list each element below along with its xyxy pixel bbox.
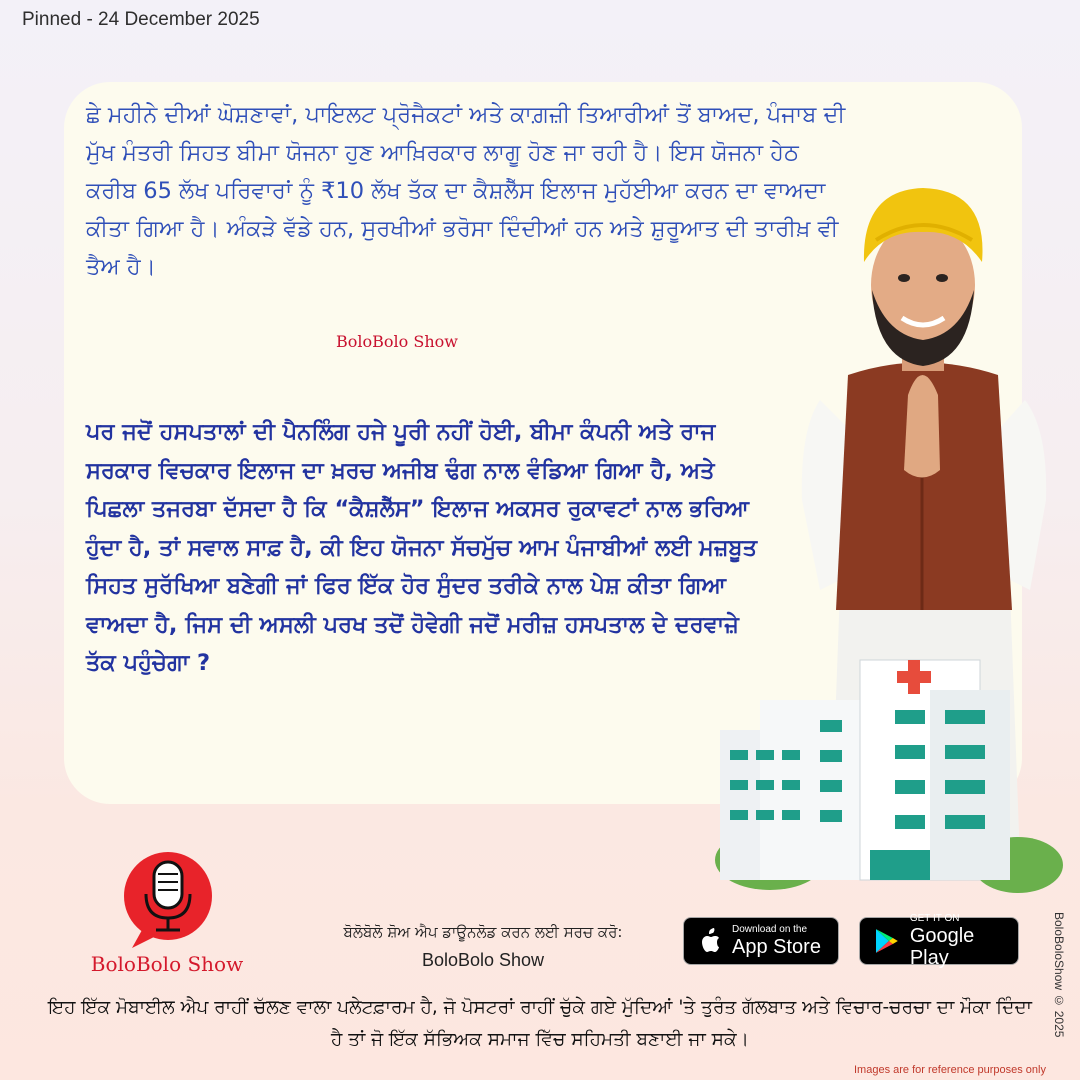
- hospital-illustration: [700, 620, 1070, 900]
- article-paragraph-1: ਛੇ ਮਹੀਨੇ ਦੀਆਂ ਘੋਸ਼ਣਾਵਾਂ, ਪਾਇਲਟ ਪ੍ਰੋਜੈਕਟਾਂ ਅਤੇ ਕਾਗ਼ਜ਼ੀ ਤਿਆਰੀਆਂ ਤੋਂ ਬਾਅਦ, ਪੰਜਾਬ ਦੀ ਮੁੱਖ ਮੰਤਰੀ ਸਿਹਤ ਬੀਮਾ ਯੋਜਨਾ ਹੁਣ ਆਖ਼ਿਰਕਾਰ ਲਾਗੂ ਹੋਣ ਜਾ ਰਹੀ ਹੈ। ਇਸ ਯੋਜਨਾ ਹੇਠ ਕਰੀਬ 65 ਲੱਖ ਪਰਿਵਾਰਾਂ ਨੂੰ ₹10 ਲੱਖ ਤੱਕ ਦਾ ਕੈਸ਼ਲੈੱਸ ਇਲਾਜ ਮੁਹੱਈਆ ਕਰਨ ਦਾ ਵਾਅਦਾ ਕੀਤਾ ਗਿਆ ਹੈ। ਅੰਕੜੇ ਵੱਡੇ ਹਨ, ਸੁਰਖੀਆਂ ਭਰੋਸਾ ਦਿੰਦੀਆਂ ਹਨ ਅਤੇ ਸ਼ੁਰੂਆਤ ਦੀ ਤਾਰੀਖ਼ ਵੀ ਤੈਅ ਹੈ।: [86, 102, 846, 280]
- app-store-small-label: Download on the: [732, 924, 808, 935]
- microphone-icon: [122, 850, 214, 950]
- article-paragraph-2: ਪਰ ਜਦੋਂ ਹਸਪਤਾਲਾਂ ਦੀ ਪੈਨਲਿੰਗ ਹਜੇ ਪੂਰੀ ਨਹੀਂ ਹੋਈ, ਬੀਮਾ ਕੰਪਨੀ ਅਤੇ ਰਾਜ ਸਰਕਾਰ ਵਿਚਕਾਰ ਇਲਾਜ ਦਾ ਖ਼ਰਚ ਅਜੀਬ ਢੰਗ ਨਾਲ ਵੰਡਿਆ ਗਿਆ ਹੈ, ਅਤੇ ਪਿਛਲਾ ਤਜਰਬਾ ਦੱਸਦਾ ਹੈ ਕਿ “ਕੈਸ਼ਲੈੱਸ” ਇਲਾਜ ਅਕਸਰ ਰੁਕਾਵਟਾਂ ਨਾਲ ਭਰਿਆ ਹੁੰਦਾ ਹੈ, ਤਾਂ ਸਵਾਲ ਸਾਫ਼ ਹੈ, ਕੀ ਇਹ ਯੋਜਨਾ ਸੱਚਮੁੱਚ ਆਮ ਪੰਜਾਬੀਆਂ ਲਈ ਮਜ਼ਬੂਤ ਸਿਹਤ ਸੁਰੱਖਿਆ ਬਣੇਗੀ ਜਾਂ ਫਿਰ ਇੱਕ ਹੋਰ ਸੁੰਦਰ ਤਰੀਕੇ ਨਾਲ ਪੇਸ਼ ਕੀਤਾ ਗਿਆ ਵਾਅਦਾ ਹੈ, ਜਿਸ ਦੀ ਅਸਲੀ ਪਰਖ ਤਦੋਂ ਹੋਵੇਗੀ ਜਦੋਂ ਮਰੀਜ਼ ਹਸਪਤਾਲ ਦੇ ਦਰਵਾਜ਼ੇ ਤੱਕ ਪਹੁੰਚੇਗਾ ?: [86, 419, 757, 676]
- google-play-small-label: GET IT ON: [909, 913, 960, 924]
- pinned-label: Pinned - 24 December 2025: [22, 9, 260, 30]
- google-play-icon: [874, 927, 900, 955]
- app-store-label: App Store: [732, 936, 821, 958]
- google-play-button[interactable]: [859, 913, 1019, 969]
- search-term: BoloBolo Show: [421, 950, 545, 970]
- search-prompt: ਬੋਲੋਬੋਲੋ ਸ਼ੋਅ ਐਪ ਡਾਊਨਲੋਡ ਕਰਨ ਲਈ ਸਰਚ ਕਰੋ:: [343, 923, 623, 941]
- copyright-text: BoloBoloShow © 2025: [1052, 912, 1066, 1038]
- watermark-text: BoloBolo Show: [336, 332, 458, 351]
- logo-text: BoloBolo Show: [90, 952, 244, 976]
- disclaimer-text: Images are for reference purposes only: [854, 1064, 1046, 1076]
- google-play-label: Google Play: [909, 925, 975, 969]
- platform-description: ਇਹ ਇੱਕ ਮੋਬਾਈਲ ਐਪ ਰਾਹੀਂ ਚੱਲਣ ਵਾਲਾ ਪਲੇਟਫ਼ਾਰਮ ਹੈ, ਜੋ ਪੋਸਟਰਾਂ ਰਾਹੀਂ ਚੁੱਕੇ ਗਏ ਮੁੱਦਿਆਂ 'ਤੇ ਤੁਰੰਤ ਗੱਲਬਾਤ ਅਤੇ ਵਿਚਾਰ-ਚਰਚਾ ਦਾ ਮੌਕਾ ਦਿੰਦਾ ਹੈ ਤਾਂ ਜੋ ਇੱਕ ਸੱਭਿਅਕ ਸਮਾਜ ਵਿੱਚ ਸਹਿਮਤੀ ਬਣਾਈ ਜਾ ਸਕੇ।: [48, 997, 1032, 1050]
- app-store-button[interactable]: [683, 917, 839, 965]
- apple-icon: [698, 927, 722, 955]
- bolobolo-logo: [82, 850, 252, 980]
